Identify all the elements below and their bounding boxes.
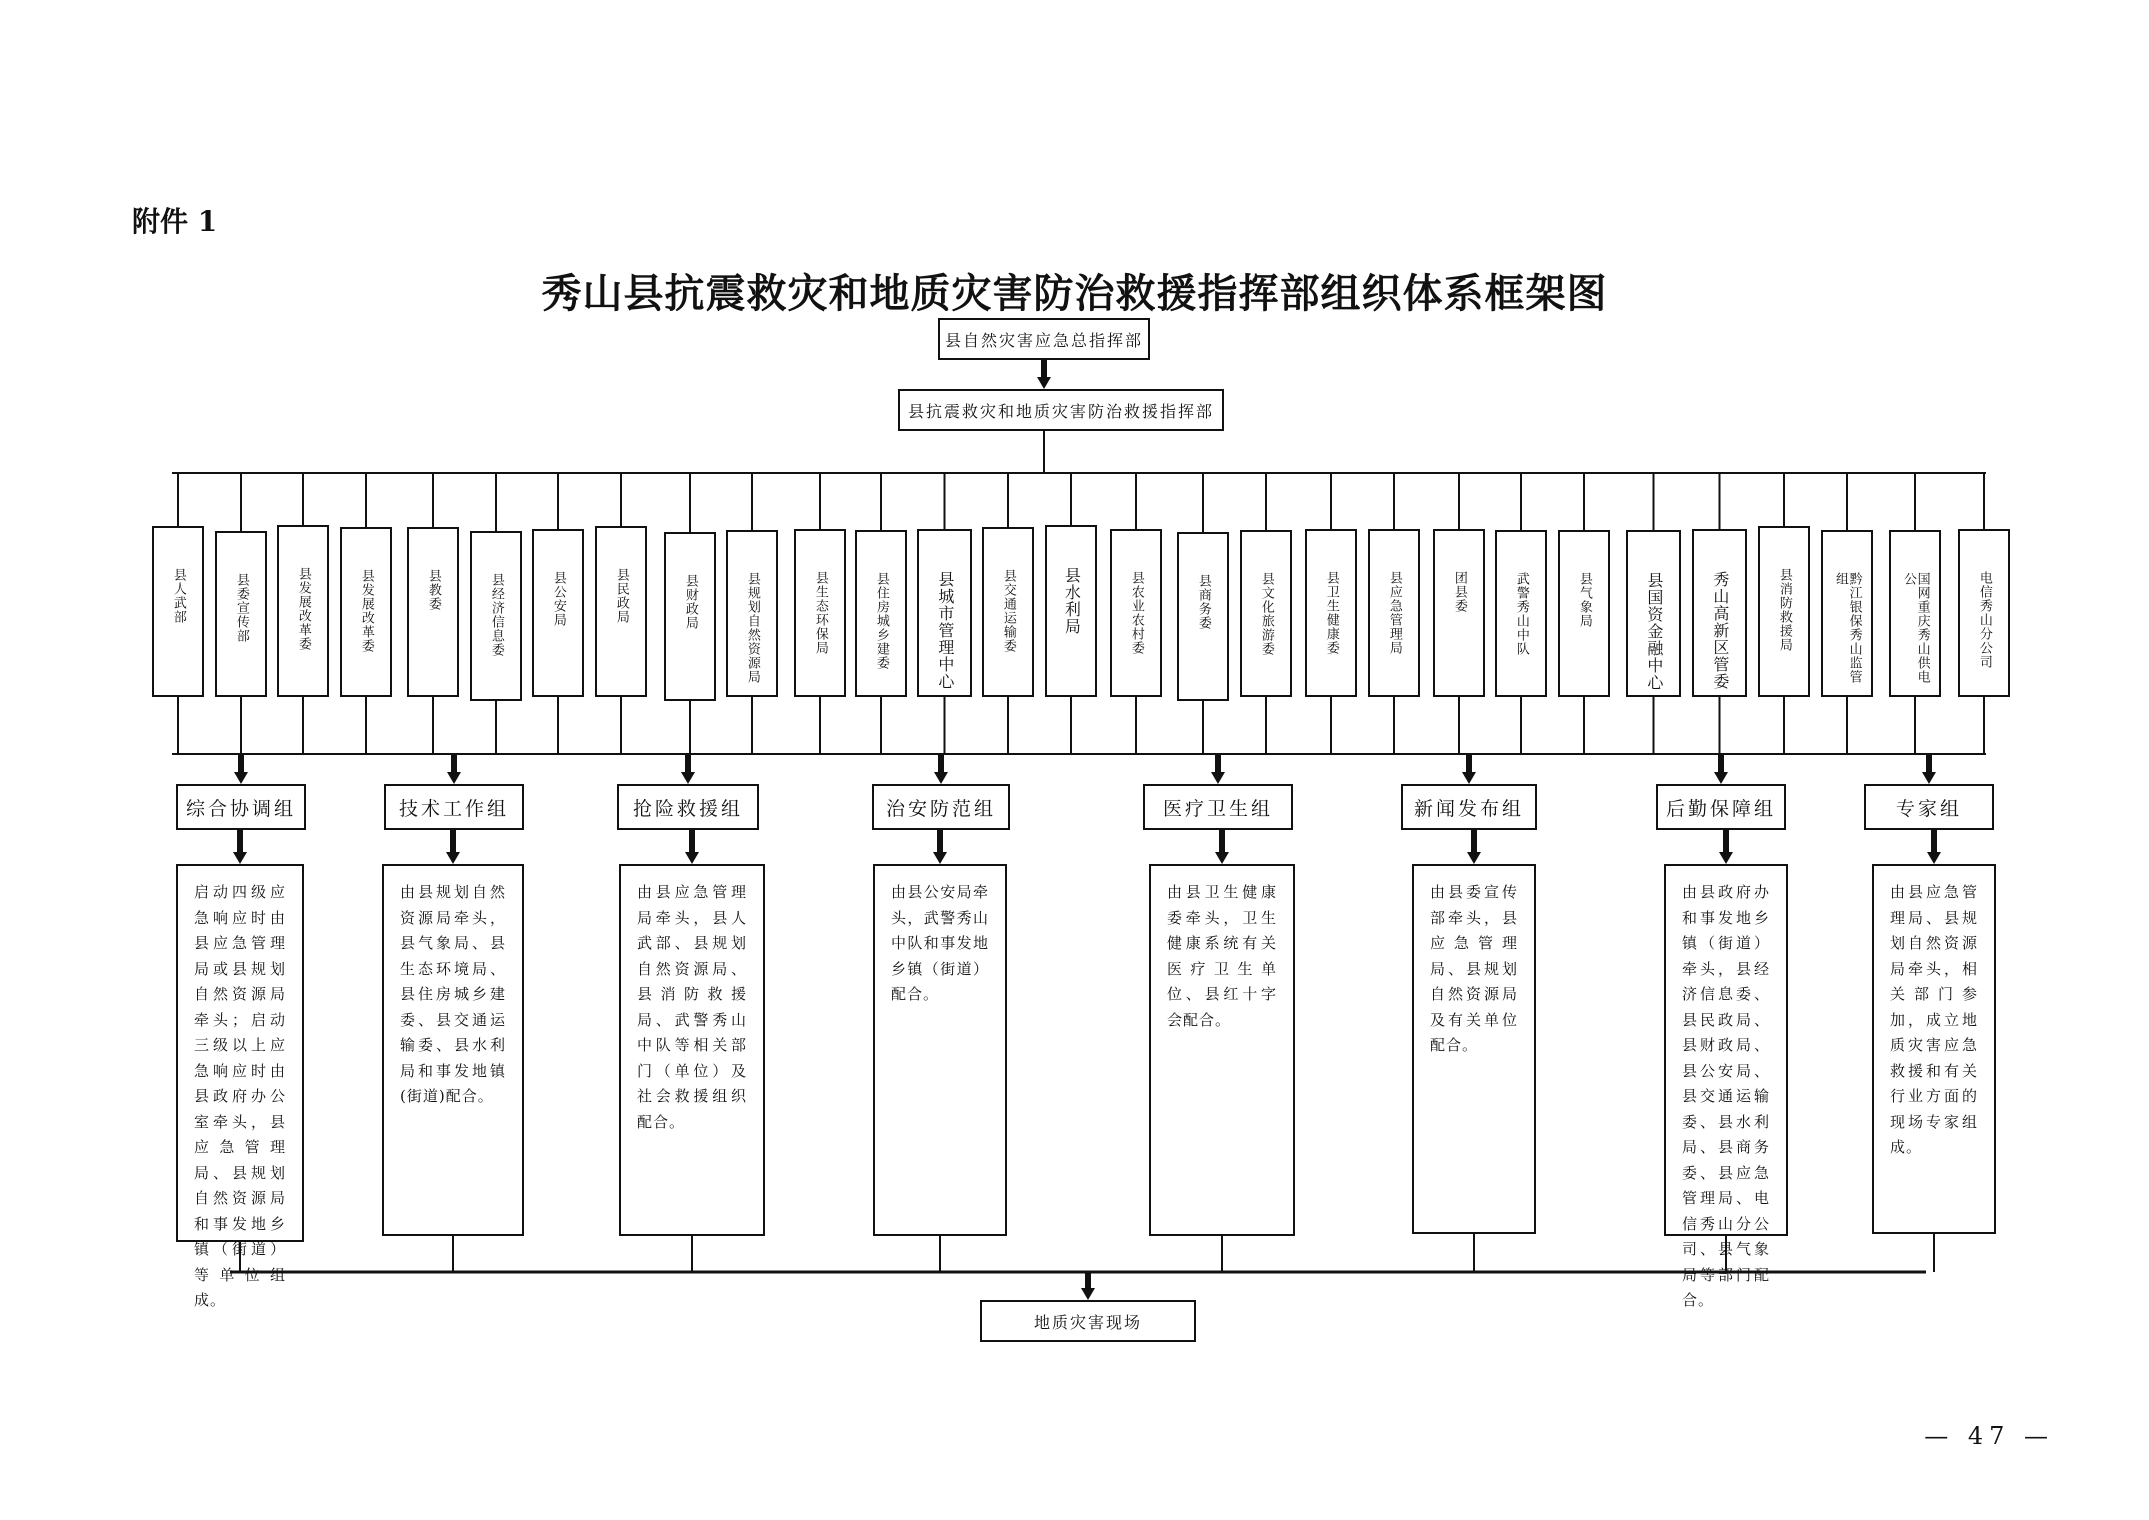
group-description-box <box>1149 864 1295 1236</box>
department-label: 秀山高新区管委 <box>1710 571 1730 690</box>
disaster-site-box <box>980 1300 1196 1342</box>
department-label: 县委宣传部 <box>233 573 249 643</box>
top-command-label: 县自然灾害应急总指挥部 <box>944 330 1143 350</box>
disaster-site-label: 地质灾害现场 <box>1033 1312 1142 1332</box>
department-label: 县气象局 <box>1576 572 1592 628</box>
department-box <box>1758 526 1810 697</box>
department-label: 县经济信息委 <box>488 573 504 657</box>
department-label: 团县委 <box>1451 571 1467 613</box>
department-box <box>1045 525 1097 697</box>
department-box <box>726 530 778 697</box>
arrow-to-group-head <box>1714 772 1728 784</box>
group-description-box <box>873 864 1007 1236</box>
department-label: 县国资金融中心 <box>1644 572 1664 691</box>
page-title: 秀山县抗震救灾和地质灾害防治救援指挥部组织体系框架图 <box>541 270 1608 317</box>
department-box <box>1958 529 2010 697</box>
group-description: 由县应急管理局牵头，县人武部、县规划自然资源局、县消防救援局、武警秀山中队等相关部门（单位）及社会救援组织配合。 <box>637 883 747 1131</box>
arrow-to-group-head <box>447 772 461 784</box>
group-description-box <box>176 864 304 1309</box>
department-label: 县农业农村委 <box>1128 571 1144 655</box>
group-description: 由县规划自然资源局牵头，县气象局、县生态环境局、县住房城乡建委、县交通运输委、县水利局和事发地镇(街道)配合。 <box>400 883 506 1105</box>
group-name: 抢险救援组 <box>632 797 743 820</box>
department-label: 县商务委 <box>1195 574 1211 630</box>
arrow-to-group-head <box>1211 772 1225 784</box>
group-name-box <box>1864 784 1994 830</box>
department-box <box>1368 529 1420 697</box>
department-label: 县公安局 <box>550 571 566 627</box>
arrow-to-site-head <box>1081 1288 1095 1300</box>
group-name-box <box>176 784 306 830</box>
department-box <box>1240 530 1292 697</box>
department-label: 武警秀山中队 <box>1513 572 1529 656</box>
arrow-to-group-head <box>1462 772 1476 784</box>
department-label: 县住房城乡建委 <box>873 572 889 670</box>
group-name-box <box>1656 784 1786 830</box>
group-name-box <box>1401 784 1537 830</box>
department-box <box>917 529 972 697</box>
group-name-box <box>872 784 1010 830</box>
arrow-to-description-head <box>1927 852 1941 864</box>
sub-command-label: 县抗震救灾和地质灾害防治救援指挥部 <box>907 401 1214 421</box>
arrow-to-description-head <box>933 852 947 864</box>
department-label: 县生态环保局 <box>812 571 828 655</box>
attachment-label: 附件 1 <box>132 205 218 238</box>
department-box <box>215 531 267 697</box>
department-box <box>470 531 522 701</box>
sub-command-box <box>898 389 1224 431</box>
department-box <box>407 527 459 697</box>
page-number: — 47 — <box>1924 1422 2054 1450</box>
department-label: 县人武部 <box>170 568 186 624</box>
department-label: 县文化旅游委 <box>1258 572 1274 656</box>
department-label: 县规划自然资源局 <box>744 572 760 684</box>
department-box <box>595 526 647 697</box>
group-description-box <box>1872 864 1996 1234</box>
arrow-to-group-head <box>234 772 248 784</box>
department-box <box>1558 530 1610 697</box>
department-box <box>794 529 846 697</box>
department-label: 县民政局 <box>613 568 629 624</box>
arrow-to-group-head <box>934 772 948 784</box>
department-box <box>664 532 716 701</box>
arrow-to-description-head <box>1215 852 1229 864</box>
arrow-to-group-head <box>1922 772 1936 784</box>
department-label: 县教委 <box>425 569 441 611</box>
department-label: 县应急管理局 <box>1386 571 1402 655</box>
department-box <box>1177 532 1229 701</box>
department-box <box>1305 529 1357 697</box>
arrow-to-description-head <box>685 852 699 864</box>
arrow-to-description-head <box>446 852 460 864</box>
department-box <box>340 527 392 697</box>
department-box <box>1821 530 1873 697</box>
group-description: 启动四级应急响应时由县应急管理局或县规划自然资源局牵头；启动三级以上应急响应时由县政府办公室牵头，县应急管理局、县规划自然资源局和事发地乡镇（街道）等单位组成。 <box>194 883 286 1309</box>
group-description: 由县卫生健康委牵头，卫生健康系统有关医疗卫生单位、县红十字会配合。 <box>1167 883 1277 1029</box>
department-label: 县城市管理中心 <box>935 571 955 690</box>
group-name: 治安防范组 <box>885 797 996 820</box>
department-box <box>1433 529 1485 697</box>
group-description-box <box>382 864 524 1236</box>
department-box <box>1889 530 1941 697</box>
group-description-box <box>1412 864 1536 1234</box>
department-box <box>1626 530 1681 697</box>
department-label: 县水利局 <box>1062 567 1082 635</box>
department-label: 电信秀山分公司 <box>1976 571 1992 669</box>
group-name-box <box>617 784 759 830</box>
group-name: 综合协调组 <box>185 797 296 820</box>
group-name-box <box>384 784 524 830</box>
group-description: 由县应急管理局、县规划自然资源局牵头，相关部门参加，成立地质灾害应急救援和有关行业方面的现场专家组成。 <box>1890 883 1978 1156</box>
group-description-box <box>1664 864 1788 1309</box>
department-box <box>1495 530 1547 697</box>
department-box <box>1110 529 1162 697</box>
department-label: 县交通运输委 <box>1000 569 1016 653</box>
department-label: 县发展改革委 <box>295 567 311 651</box>
department-box <box>152 526 204 697</box>
arrow-to-description-head <box>1719 852 1733 864</box>
department-label: 县财政局 <box>682 574 698 630</box>
arrow-to-description-head <box>1467 852 1481 864</box>
department-box <box>982 527 1034 697</box>
department-label: 县卫生健康委 <box>1323 571 1339 655</box>
department-label: 黔江银保秀山监管组 <box>1833 572 1862 684</box>
top-command-box <box>938 318 1150 360</box>
group-name: 技术工作组 <box>398 797 509 820</box>
group-description: 由县政府办和事发地乡镇（街道）牵头，县经济信息委、县民政局、县财政局、县公安局、县交通运输委、县水利局、县商务委、县应急管理局、电信秀山分公司、县气象局等部门配合。 <box>1682 883 1770 1309</box>
department-box <box>277 525 329 697</box>
group-name: 新闻发布组 <box>1413 797 1524 820</box>
group-name: 专家组 <box>1895 797 1962 820</box>
group-description: 由县委宣传部牵头，县应急管理局、县规划自然资源局及有关单位配合。 <box>1430 883 1518 1054</box>
group-name: 后勤保障组 <box>1665 797 1776 820</box>
group-name: 医疗卫生组 <box>1162 797 1273 820</box>
group-description: 由县公安局牵头，武警秀山中队和事发地乡镇（街道）配合。 <box>891 883 989 1003</box>
department-box <box>1692 529 1747 697</box>
department-label: 县发展改革委 <box>358 569 374 653</box>
group-description-box <box>619 864 765 1236</box>
arrow-to-group-head <box>681 772 695 784</box>
department-label: 国网重庆秀山供电公 <box>1901 572 1930 684</box>
group-name-box <box>1143 784 1293 830</box>
department-box <box>855 530 907 697</box>
department-label: 县消防救援局 <box>1776 568 1792 652</box>
arrow-to-description-head <box>233 852 247 864</box>
arrow-top-to-sub-head <box>1037 377 1051 389</box>
department-box <box>532 529 584 697</box>
